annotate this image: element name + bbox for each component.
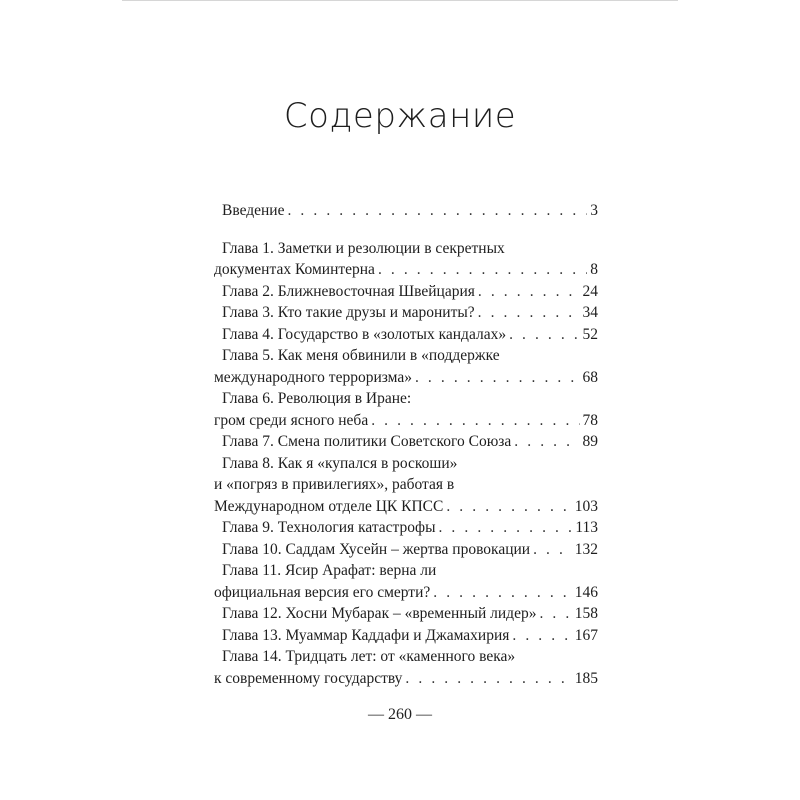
toc-entry-continuation [214,668,598,690]
toc-entry [214,453,598,475]
toc-entry-label: Глава 3. Кто такие друзы и марониты? [222,304,475,321]
toc-entry [214,603,598,625]
toc-entry-label: документах Коминтерна [214,261,375,278]
dot-leader [539,603,571,625]
toc-entry-label: международного терроризма» [214,368,412,386]
toc-entry-continuation [214,259,598,281]
table-of-contents [214,200,598,689]
toc-entry-label: к современному государству [214,669,403,687]
toc-entry-label: и «погряз в привилегиях», работая в [214,476,455,493]
toc-page-number: 52 [582,325,598,343]
toc-page-number: 34 [582,304,598,321]
toc-entry-label: Глава 1. Заметки и резолюции в секретных [222,239,505,257]
toc-entry [214,388,598,410]
dot-leader [378,259,587,281]
toc-page-number: 24 [582,282,598,300]
toc-entry-label: Международном отделе ЦК КПСС [214,497,444,515]
toc-entry [214,345,598,367]
dot-leader [371,410,579,432]
spacer [214,222,598,238]
toc-entry [214,560,598,582]
toc-page-number: 146 [574,583,598,601]
dot-leader [446,496,571,518]
toc-entry-label: Глава 2. Ближневосточная Швейцария [222,282,475,300]
toc-entry [214,238,598,260]
toc-entry [214,539,598,561]
toc-page-number: 8 [590,261,598,278]
toc-entry-label: Глава 8. Как я «купался в роскоши» [222,454,458,472]
toc-page-number: 185 [574,669,598,687]
dot-leader [438,517,572,539]
toc-entry-label: официальная версия его смерти? [214,583,431,601]
toc-entry-continuation [214,496,598,518]
toc-entry [214,302,598,324]
toc-entry-label: Глава 13. Муаммар Каддафи и Джамахирия [222,626,510,644]
dot-leader [509,324,579,346]
toc-entry-continuation [214,474,598,496]
toc-entry-label: Глава 12. Хосни Мубарак – «временный лидер» [222,605,537,622]
toc-entry-label: Глава 10. Саддам Хусейн – жертва провокации [222,540,531,558]
page-number: — 260 — [368,706,432,723]
toc-entry [214,646,598,668]
top-rule [122,0,678,1]
toc-entry-label: Глава 9. Технология катастрофы [222,519,436,536]
toc-entry-label: Глава 11. Ясир Арафат: верна ли [222,562,437,579]
dot-leader [478,281,580,303]
toc-entry-label: Введение [222,202,285,219]
toc-page-number: 103 [574,497,598,515]
toc-page-number: 113 [575,519,598,536]
toc-entry [214,431,598,453]
dot-leader [533,539,572,561]
dot-leader [405,668,571,690]
toc-page-number: 167 [574,626,598,644]
chapter-list [214,238,598,690]
page-title: Содержание [283,96,517,136]
toc-entry-label: Глава 7. Смена политики Советского Союза [222,433,512,450]
toc-page-number: 68 [582,368,598,386]
toc-entry-continuation [214,582,598,604]
toc-entry [214,281,598,303]
toc-entry [214,625,598,647]
toc-entry-label: Глава 6. Революция в Иране: [222,390,412,407]
toc-page-number: 78 [582,411,598,429]
toc-page-number: 158 [574,605,598,622]
dot-leader [478,302,580,324]
dot-leader [415,367,580,389]
toc-entry-label: Глава 5. Как меня обвинили в «поддержке [222,347,500,364]
toc-entry-continuation [214,367,598,389]
dot-leader [433,582,571,604]
toc-entry-label: Глава 4. Государство в «золотых кандалах» [222,325,507,343]
toc-entry [214,324,598,346]
toc-page-number: 89 [582,433,598,450]
dot-leader [287,200,587,222]
dot-leader [514,431,579,453]
toc-entry-label: гром среди ясного неба [214,411,369,429]
toc-entry-continuation [214,410,598,432]
toc-page-number: 3 [590,202,598,219]
toc-page-number: 132 [574,540,598,558]
toc-entry-intro [214,200,598,222]
dot-leader [512,625,571,647]
toc-entry-label: Глава 14. Тридцать лет: от «каменного века» [222,648,516,665]
toc-entry [214,517,598,539]
